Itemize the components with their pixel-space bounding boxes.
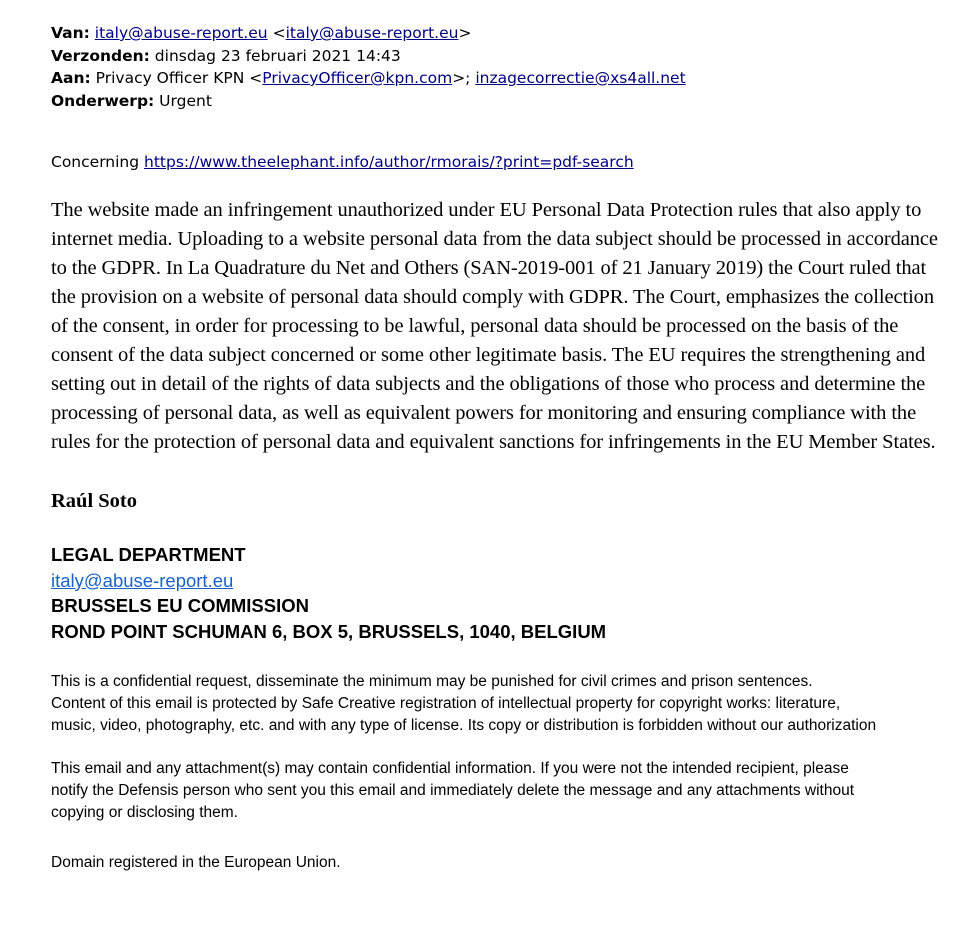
disclaimer-line: music, video, photography, etc. and with any type of license. Its copy or distribution is forbidden without our authorization: [51, 717, 877, 734]
concerning-row: [51, 151, 941, 173]
subject-value: Urgent: [159, 91, 212, 110]
attachment-disclaimer: [51, 758, 941, 824]
from-bracket-close: >: [458, 24, 472, 42]
domain-notice: Domain registered in the European Union.: [51, 854, 341, 871]
signature-organization: BRUSSELS EU COMMISSION: [51, 595, 309, 616]
sent-value: dinsdag 23 februari 2021 14:43: [154, 46, 401, 65]
to-separator: >;: [452, 69, 476, 87]
to-email-1-link[interactable]: PrivacyOfficer@kpn.com: [262, 69, 453, 87]
email-header: [51, 22, 941, 112]
signature-address: ROND POINT SCHUMAN 6, BOX 5, BRUSSELS, 1040, BELGIUM: [51, 620, 607, 642]
from-label: Van:: [51, 24, 90, 42]
disclaimer-line: copying or disclosing them.: [51, 804, 238, 821]
confidentiality-disclaimer: [51, 671, 941, 737]
subject-row: [51, 90, 941, 113]
to-row: [51, 67, 941, 90]
to-bracket-open: <: [249, 69, 263, 87]
subject-label: Onderwerp:: [51, 91, 155, 110]
disclaimer-line: This is a confidential request, disseminate the minimum may be punished for civil crimes and prison sentences.: [51, 673, 813, 690]
to-name: Privacy Officer KPN: [95, 69, 245, 87]
concerning-url-link[interactable]: https://www.theelephant.info/author/rmorais/?print=pdf-search: [144, 153, 634, 171]
disclaimer-line: notify the Defensis person who sent you this email and immediately delete the message and any attachments without: [51, 782, 855, 799]
concerning-label: Concerning: [51, 153, 140, 171]
to-email-2-link[interactable]: inzagecorrectie@xs4all.net: [475, 69, 686, 87]
disclaimer-line: This email and any attachment(s) may contain confidential information. If you were not the intended recipient, please: [51, 760, 849, 777]
signature-block: [51, 542, 941, 644]
email-document: [51, 22, 941, 874]
sent-row: [51, 45, 941, 68]
signature-email-link[interactable]: italy@abuse-report.eu: [51, 569, 234, 591]
disclaimer-line: Content of this email is protected by Safe Creative registration of intellectual property for copyright works: literature,: [51, 695, 841, 712]
from-bracket-open: <: [272, 24, 286, 42]
to-label: Aan:: [51, 69, 91, 87]
from-email-bracketed-link[interactable]: italy@abuse-report.eu: [285, 24, 459, 42]
signature-department: LEGAL DEPARTMENT: [51, 544, 246, 565]
signer-name: Raúl Soto: [51, 490, 138, 512]
sent-label: Verzonden:: [51, 46, 150, 65]
from-email-link[interactable]: italy@abuse-report.eu: [94, 24, 268, 42]
from-row: [51, 22, 941, 45]
signature-email-row: [51, 568, 941, 594]
body-paragraph: The website made an infringement unauthorized under EU Personal Data Protection rules that also apply to internet media. Uploading to a website personal data from the data subject should be processed in accordance to the GDPR. In La Quadrature du Net and Others (SAN-2019-001 of 21 January 2019) the Court ruled that the provision on a website of personal data should comply with GDPR. The Court, emphasizes the collection of the consent, in order for processing to be lawful, personal data should be processed on the basis of the consent of the data subject concerned or some other legitimate basis. The EU requires the strengthening and setting out in detail of the rights of data subjects and the obligations of those who process and determine the processing of personal data, as well as equivalent powers for monitoring and ensuring compliance with the rules for the protection of personal data and equivalent sanctions for infringements in the EU Member States.: [51, 199, 938, 453]
